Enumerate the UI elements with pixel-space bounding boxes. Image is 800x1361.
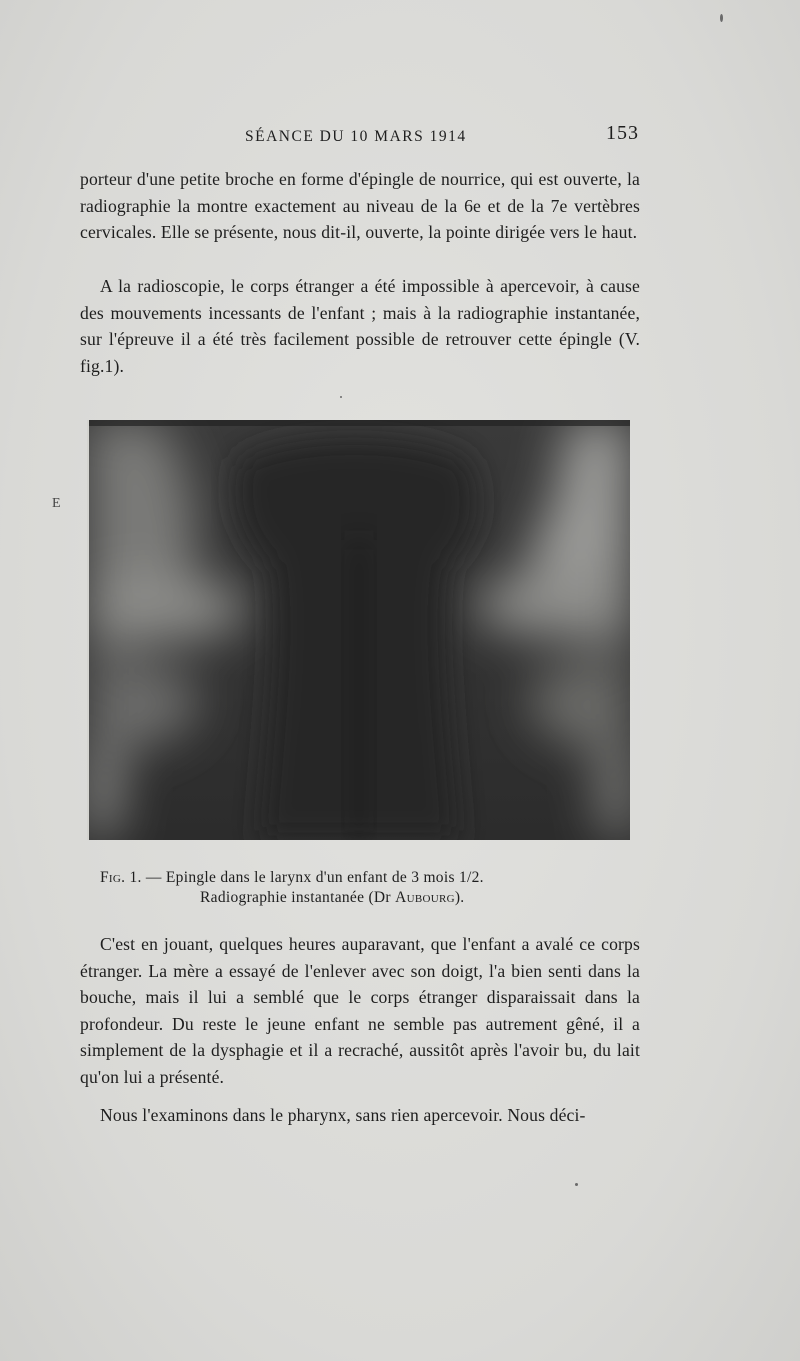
page-number: 153 <box>606 122 639 144</box>
caption-author: Aubourg <box>395 889 455 906</box>
running-title: SÉANCE DU 10 MARS 1914 <box>245 128 467 145</box>
ink-speck <box>575 1183 578 1186</box>
caption-line-1: — Epingle dans le larynx d'un enfant de 3 mois 1/2. <box>145 869 484 886</box>
radiograph-figure <box>87 420 630 840</box>
margin-mark: E <box>52 496 61 511</box>
paragraph-1: porteur d'une petite broche en forme d'épingle de nourrice, qui est ouverte, la radiographie la montre exactement au niveau de la 6e et de la 7e vertèbres cervicales. Elle se présente, nous dit-il, ouverte, la pointe dirigée vers le haut. <box>80 169 640 242</box>
paragraph-3: C'est en jouant, quelques heures auparavant, que l'enfant a avalé ce corps étranger. La mère a essayé de l'enlever avec son doigt, l'a bien senti dans la bouche, mais il lui a semblé que le corps étranger disparaissait dans la profondeur. Du reste le jeune enfant ne semble pas autrement gêné, il a simplement de la dysphagie et il a recraché, aussitôt après l'avoir bu, du lait qu'on lui a présenté. <box>80 934 640 1087</box>
ink-speck <box>720 14 723 22</box>
figure-label: Fig. <box>100 869 126 886</box>
caption-line-2 <box>100 888 630 908</box>
radiograph-image <box>89 420 630 840</box>
paragraph-2: A la radioscopie, le corps étranger a été impossible à apercevoir, à cause des mouvements incessants de l'enfant ; mais à la radiographie instantanée, sur l'épreuve il a été très facilement possible de retrouver cette épingle (V. fig.1). <box>80 276 640 376</box>
caption-line-2-suffix: ). <box>454 889 465 906</box>
ink-speck <box>340 396 342 398</box>
paragraph-4: Nous l'examinons dans le pharynx, sans rien apercevoir. Nous déci- <box>100 1105 586 1125</box>
figure-number: 1. <box>129 869 142 886</box>
figure-caption <box>100 868 630 908</box>
caption-line-2-prefix: Radiographie instantanée (Dr <box>200 889 396 906</box>
